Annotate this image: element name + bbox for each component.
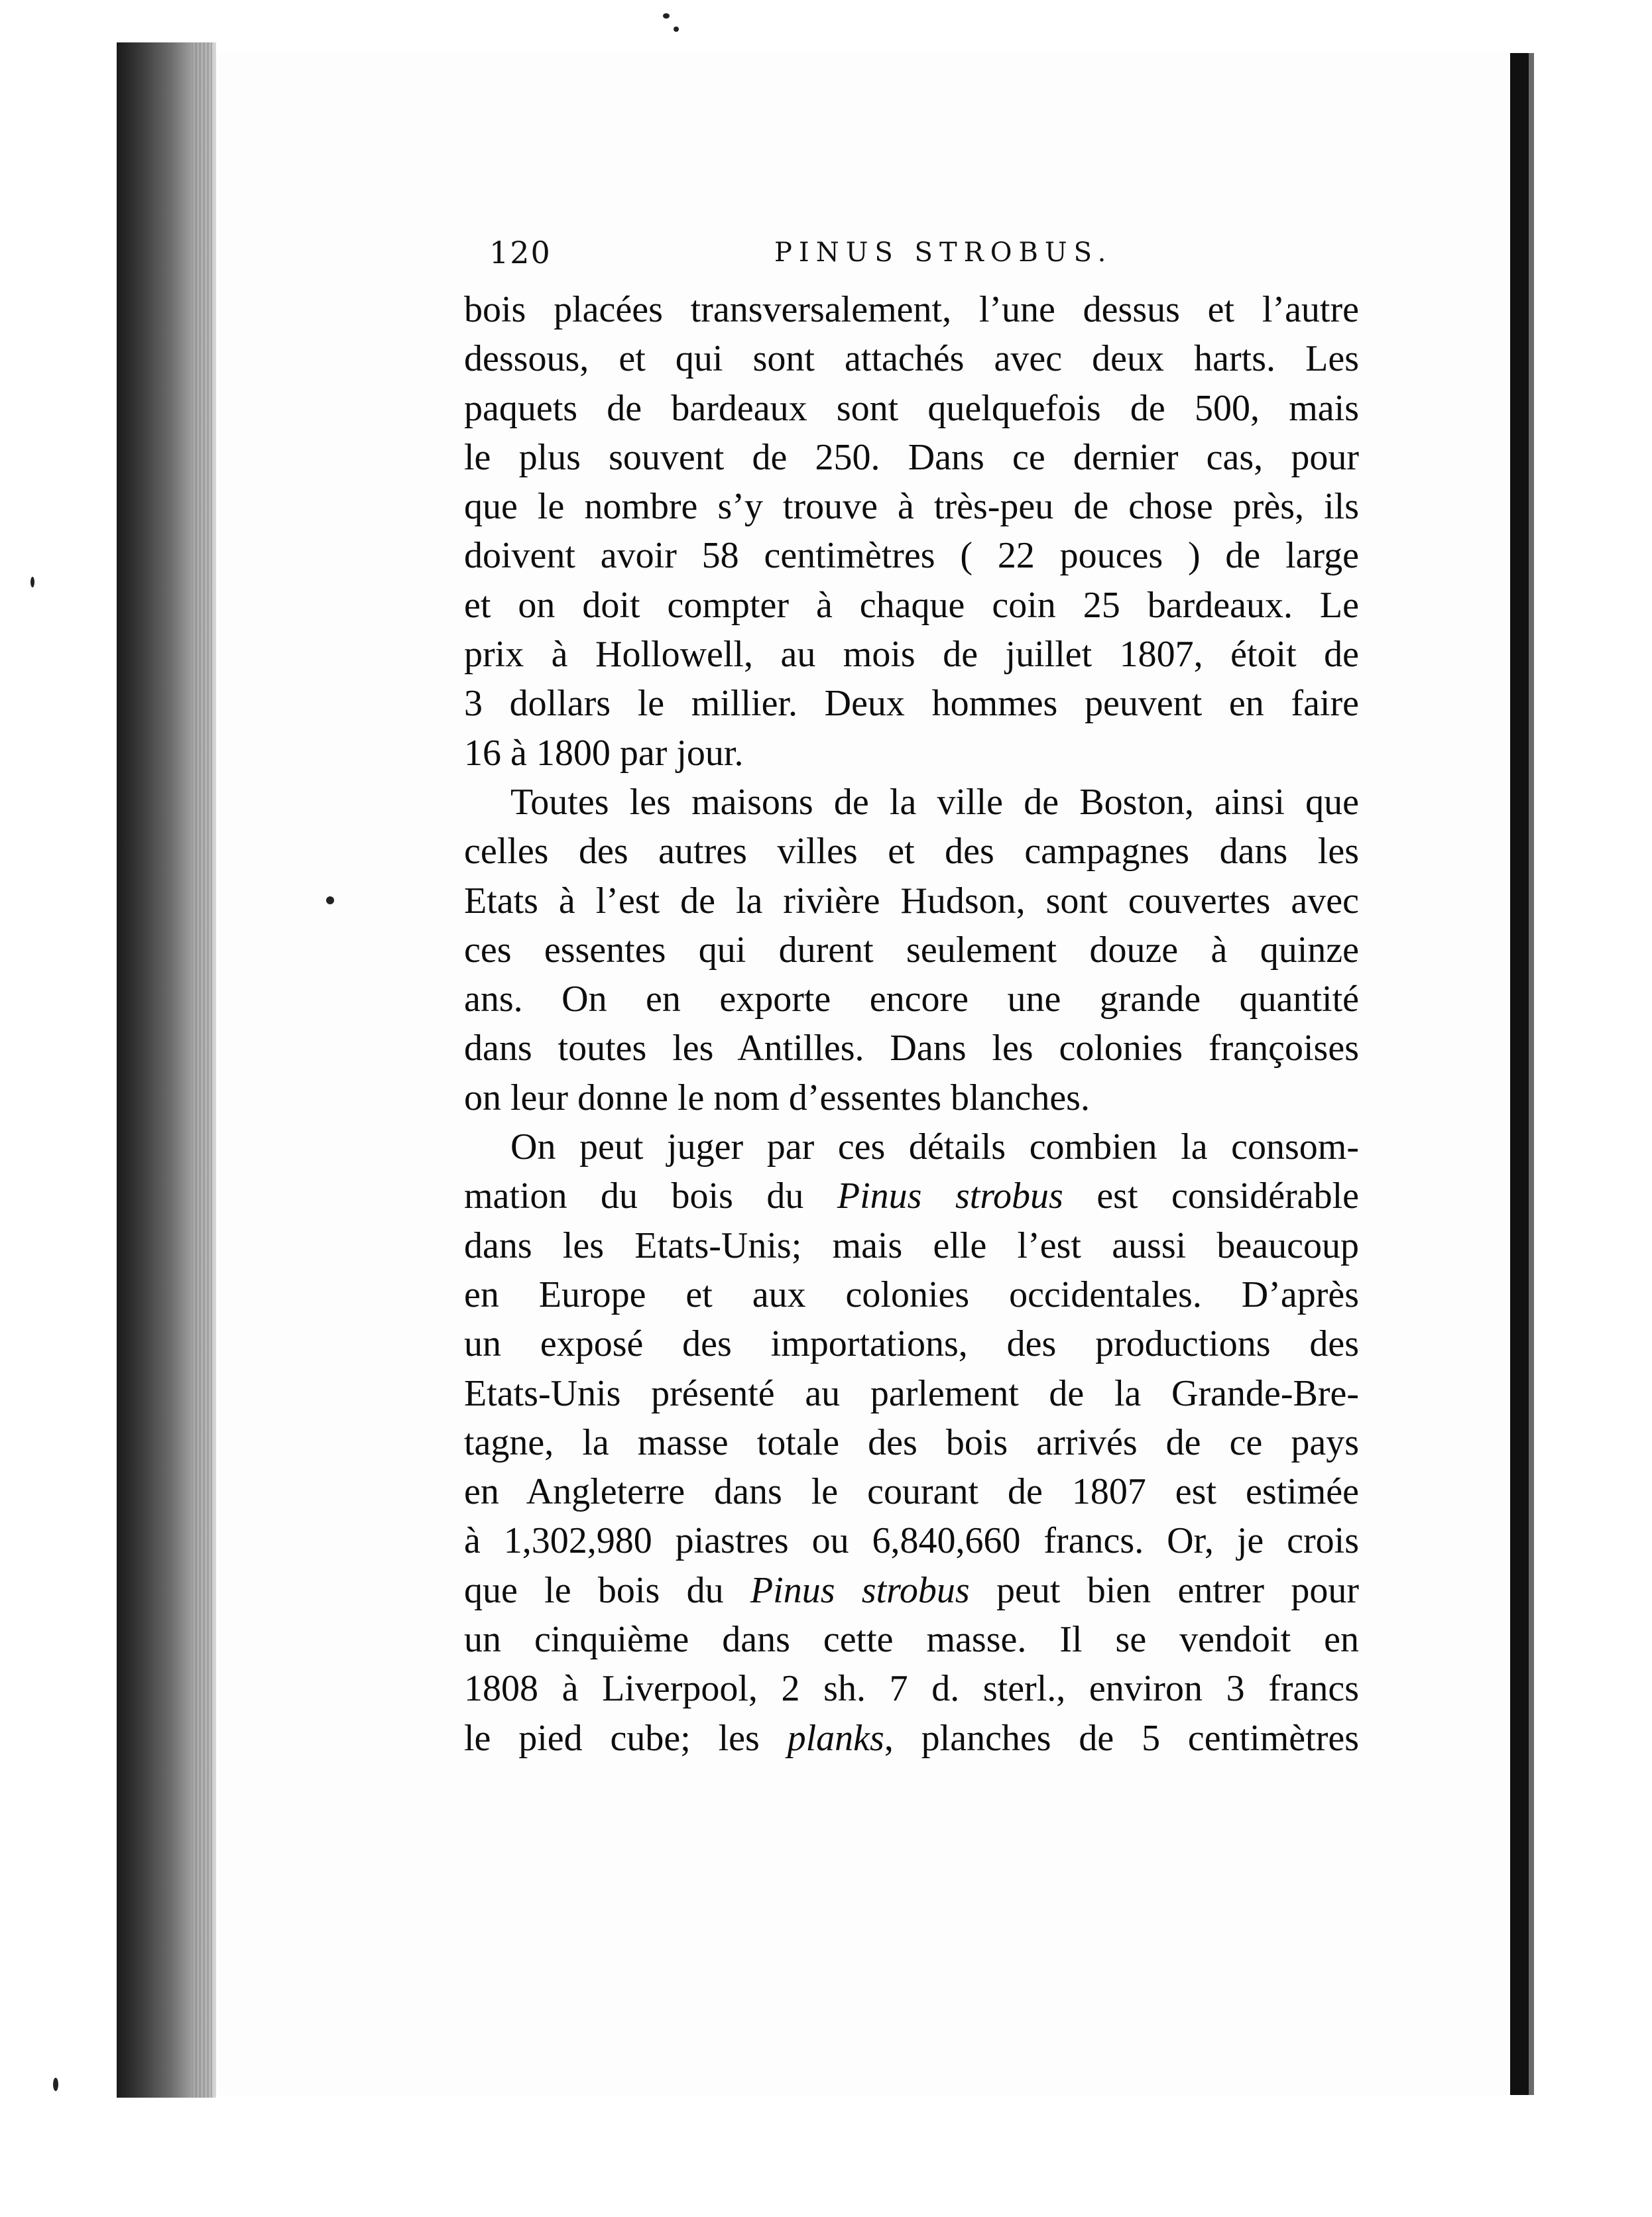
- text-line: on leur donne le nom d’essentes blanches.: [464, 1077, 1090, 1118]
- italic-term: Pinus strobus: [837, 1175, 1063, 1217]
- text-line: en Europe et aux colonies occidentales. D’après: [464, 1274, 1359, 1315]
- text-line: ans. On en exporte encore une grande quantité: [464, 979, 1359, 1020]
- text-line: paquets de bardeaux sont quelquefois de 500, mais: [464, 387, 1359, 429]
- italic-term: Pinus strobus: [750, 1569, 970, 1611]
- text-line: ces essentes qui durent seulement douze à quinze: [464, 929, 1359, 971]
- text-line: Toutes les maisons de la ville de Boston, ainsi que: [510, 781, 1359, 823]
- scan-speck: [53, 2078, 58, 2091]
- text-line: le plus souvent de 250. Dans ce dernier cas, pour: [464, 436, 1359, 478]
- text-line: celles des autres villes et des campagnes dans les: [464, 831, 1359, 872]
- text-run: est considérable: [1096, 1175, 1359, 1217]
- scan-speck: [30, 577, 34, 587]
- scan-speck: [326, 896, 334, 904]
- text-run: le pied cube; les: [464, 1717, 760, 1759]
- scan-speck: [663, 13, 670, 19]
- text-run: que le bois du: [464, 1569, 724, 1611]
- running-title: PINUS STROBUS.: [774, 237, 1113, 268]
- text-line: [464, 1171, 1359, 1221]
- text-line: un cinquième dans cette masse. Il se vendoit en: [464, 1619, 1359, 1661]
- text-run: mation du bois du: [464, 1175, 804, 1217]
- text-line: dessous, et qui sont attachés avec deux harts. Les: [464, 338, 1359, 380]
- text-run: , planches de 5 centimètres: [884, 1717, 1359, 1759]
- text-line: 1808 à Liverpool, 2 sh. 7 d. sterl., environ 3 francs: [464, 1668, 1359, 1710]
- text-line: prix à Hollowell, au mois de juillet 1807, étoit de: [464, 634, 1359, 676]
- page-number: 120: [489, 235, 552, 270]
- text-line: que le nombre s’y trouve à très-peu de chose près, ils: [464, 486, 1359, 528]
- body-text: [464, 285, 1359, 1763]
- text-line: à 1,302,980 piastres ou 6,840,660 francs. Or, je crois: [464, 1520, 1359, 1562]
- italic-term: planks: [787, 1717, 884, 1759]
- right-page-edge-shadow: [1529, 53, 1534, 2095]
- text-line: Etats à l’est de la rivière Hudson, sont couvertes avec: [464, 880, 1359, 922]
- text-line: doivent avoir 58 centimètres ( 22 pouces ) de large: [464, 535, 1359, 577]
- right-page-edge: [1510, 53, 1529, 2095]
- page-header: [489, 235, 1358, 281]
- text-line: On peut juger par ces détails combien la consom-: [510, 1126, 1359, 1168]
- text-line: 3 dollars le millier. Deux hommes peuvent en faire: [464, 683, 1359, 725]
- text-line: en Angleterre dans le courant de 1807 est estimée: [464, 1471, 1359, 1513]
- text-line: un exposé des importations, des productions des: [464, 1323, 1359, 1365]
- text-line: et on doit compter à chaque coin 25 bardeaux. Le: [464, 584, 1359, 626]
- text-line: bois placées transversalement, l’une dessus et l’autre: [464, 289, 1359, 330]
- text-run: peut bien entrer pour: [996, 1569, 1360, 1611]
- text-line: dans toutes les Antilles. Dans les colonies françoises: [464, 1028, 1359, 1069]
- text-line: [464, 1566, 1359, 1615]
- text-line: tagne, la masse totale des bois arrivés de ce pays: [464, 1421, 1359, 1463]
- text-line: dans les Etats-Unis; mais elle l’est aussi beaucoup: [464, 1225, 1359, 1266]
- text-line: 16 à 1800 par jour.: [464, 732, 744, 774]
- text-line: [464, 1714, 1359, 1763]
- page-stack-edge: [192, 42, 212, 2098]
- text-line: Etats-Unis présenté au parlement de la Grande-Bre-: [464, 1372, 1359, 1414]
- scan-speck: [674, 27, 679, 32]
